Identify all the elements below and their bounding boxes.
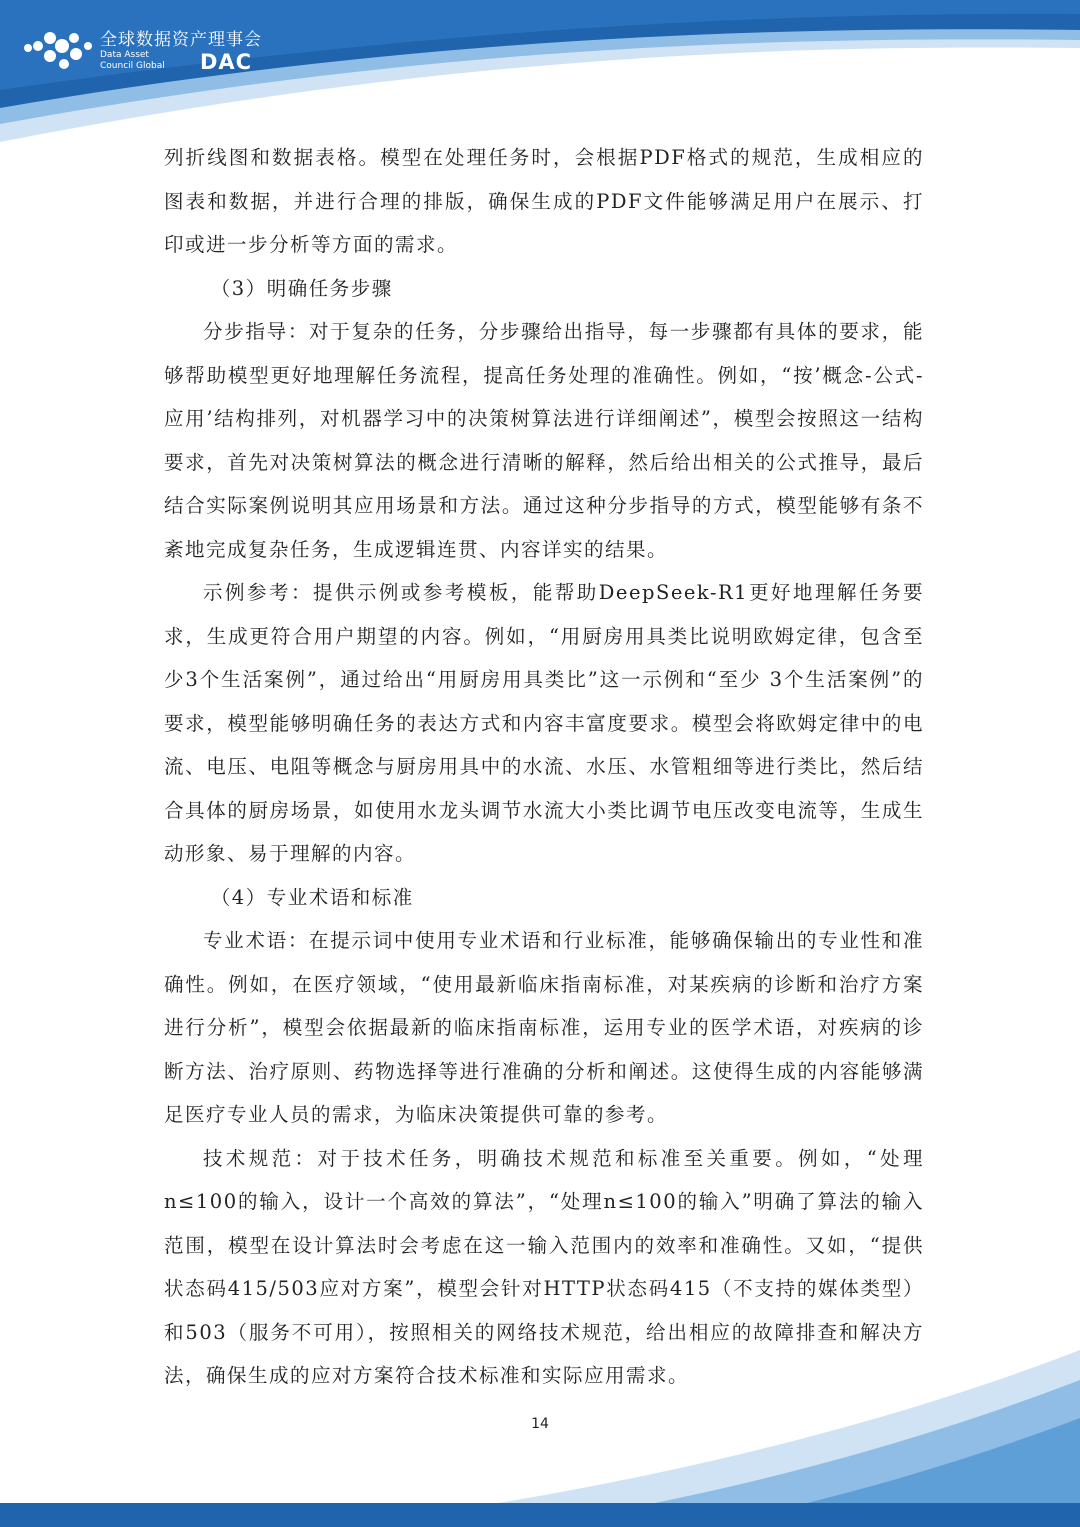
page-number: 14 (531, 1416, 549, 1432)
paragraph-example-reference: 示例参考：提供示例或参考模板，能帮助DeepSeek-R1更好地理解任务要求，生成更符合用户期望的内容。例如，“用厨房用具类比说明欧姆定律，包含至少3个生活案例”，通过给出“用厨房用具类比”这一示例和“至少 3个生活案例”的要求，模型能够明确任务的表达方式和内容丰富度要求。模型会将欧姆定律中的电流、电压、电阻等概念与厨房用具中的水流、水压、水管粗细等进行类比，然后结合具体的厨房场景，如使用水龙头调节水流大小类比调节电压改变电流等，生成生动形象、易于理解的内容。 (164, 581, 924, 865)
paragraph-technical-spec: 技术规范：对于技术任务，明确技术规范和标准至关重要。例如，“处理n≤100的输入，设计一个高效的算法”，“处理n≤100的输入”明确了算法的输入范围，模型在设计算法时会考虑在这一输入范围内的效率和准确性。又如，“提供状态码415/503应对方案”，模型会针对HTTP状态码415（不支持的媒体类型）和503（服务不可用），按照相关的网络技术规范，给出相应的故障排查和解决方法，确保生成的应对方案符合技术标准和实际应用需求。 (164, 1146, 924, 1387)
paragraph-step-guidance: 分步指导：对于复杂的任务，分步骤给出指导，每一步骤都有具体的要求，能够帮助模型更好地理解任务流程，提高任务处理的准确性。例如，“按’概念-公式-应用’结构排列，对机器学习中的决策树算法进行详细阐述”，模型会按照这一结构要求，首先对决策树算法的概念进行清晰的解释，然后给出相关的公式推导，最后结合实际案例说明其应用场景和方法。通过这种分步指导的方式，模型能够有条不紊地完成复杂任务，生成逻辑连贯、内容详实的结果。 (164, 320, 924, 561)
org-abbreviation: DAC (200, 50, 253, 74)
section-heading-3: （3）明确任务步骤 (210, 276, 393, 300)
paragraph-continued: 列折线图和数据表格。模型在处理任务时，会根据PDF格式的规范，生成相应的图表和数据，并进行合理的排版，确保生成的PDF文件能够满足用户在展示、打印或进一步分析等方面的需求。 (164, 146, 924, 256)
org-name-en-line2: Council Global (100, 61, 165, 71)
logo-icon (22, 24, 102, 80)
organization-logo (100, 30, 262, 72)
document-body (164, 136, 924, 1398)
paragraph-professional-terms: 专业术语：在提示词中使用专业术语和行业标准，能够确保输出的专业性和准确性。例如，在医疗领域，“使用最新临床指南标准，对某疾病的诊断和治疗方案进行分析”，模型会依据最新的临床指南标准，运用专业的医学术语，对疾病的诊断方法、治疗原则、药物选择等进行准确的分析和阐述。这使得生成的内容能够满足医疗专业人员的需求，为临床决策提供可靠的参考。 (164, 929, 924, 1126)
org-name-cn: 全球数据资产理事会 (100, 30, 262, 50)
org-name-en-line1: Data Asset (100, 50, 149, 60)
section-heading-4: （4）专业术语和标准 (210, 885, 414, 909)
